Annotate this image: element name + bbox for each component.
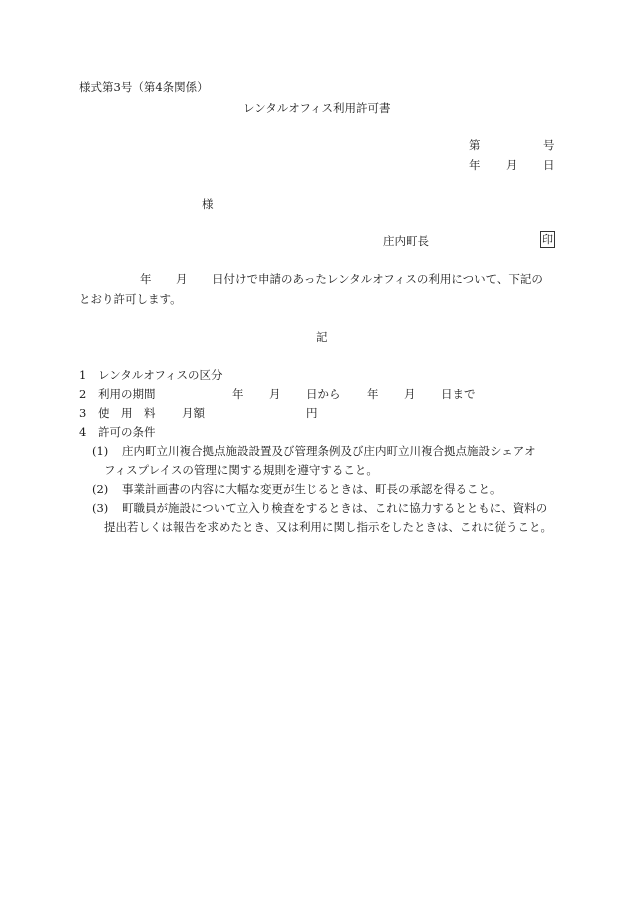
item-2-month-from: 月 — [269, 387, 281, 401]
item-2-year-to: 年 — [367, 387, 379, 401]
ki-heading: 記 — [316, 330, 328, 344]
body-line1: 日付けで申請のあったレンタルオフィスの利用について、下記の — [212, 272, 543, 286]
item-2-day-to: 日まで — [441, 387, 476, 401]
item-2-num: 2 — [79, 387, 87, 401]
addressee-suffix: 様 — [202, 197, 214, 211]
condition-2-line1: 事業計画書の内容に大幅な変更が生じるときは、町長の承認を得ること。 — [122, 482, 502, 496]
item-2-month-to: 月 — [404, 387, 416, 401]
body-month: 月 — [176, 272, 188, 286]
date-day: 日 — [543, 158, 555, 172]
condition-2-num: (2) — [92, 482, 109, 496]
item-2-label: 利用の期間 — [98, 387, 156, 401]
item-4-label: 許可の条件 — [98, 425, 156, 439]
document-title: レンタルオフィス利用許可書 — [243, 101, 391, 115]
item-3-yen: 円 — [306, 406, 318, 420]
issuer: 庄内町長 — [383, 234, 429, 248]
form-id: 様式第3号（第4条関係） — [79, 80, 209, 94]
condition-1-line1: 庄内町立川複合拠点施設設置及び管理条例及び庄内町立川複合拠点施設シェアオ — [122, 444, 536, 458]
condition-3-num: (3) — [92, 501, 109, 515]
condition-1-num: (1) — [92, 444, 109, 458]
date-month: 月 — [506, 158, 518, 172]
item-3-monthly: 月額 — [182, 406, 205, 420]
item-4-num: 4 — [79, 425, 87, 439]
item-1-label: レンタルオフィスの区分 — [98, 368, 223, 382]
item-1-num: 1 — [79, 368, 87, 382]
number-prefix: 第 — [469, 138, 481, 152]
item-3-num: 3 — [79, 406, 87, 420]
item-2-day-from: 日から — [306, 387, 341, 401]
seal-mark: 印 — [542, 233, 553, 246]
body-line2: とおり許可します。 — [79, 292, 182, 306]
date-year: 年 — [469, 158, 481, 172]
body-year: 年 — [140, 272, 152, 286]
number-suffix: 号 — [543, 138, 555, 152]
condition-1-line2: フィスプレイスの管理に関する規則を遵守すること。 — [104, 463, 378, 477]
item-2-year-from: 年 — [232, 387, 244, 401]
condition-3-line1: 町職員が施設について立入り検査をするときは、これに協力するとともに、資料の — [122, 501, 548, 515]
item-3-label: 使 用 料 — [98, 406, 156, 420]
condition-3-line2: 提出若しくは報告を求めたとき、又は利用に関し指示をしたときは、これに従うこと。 — [104, 520, 553, 534]
